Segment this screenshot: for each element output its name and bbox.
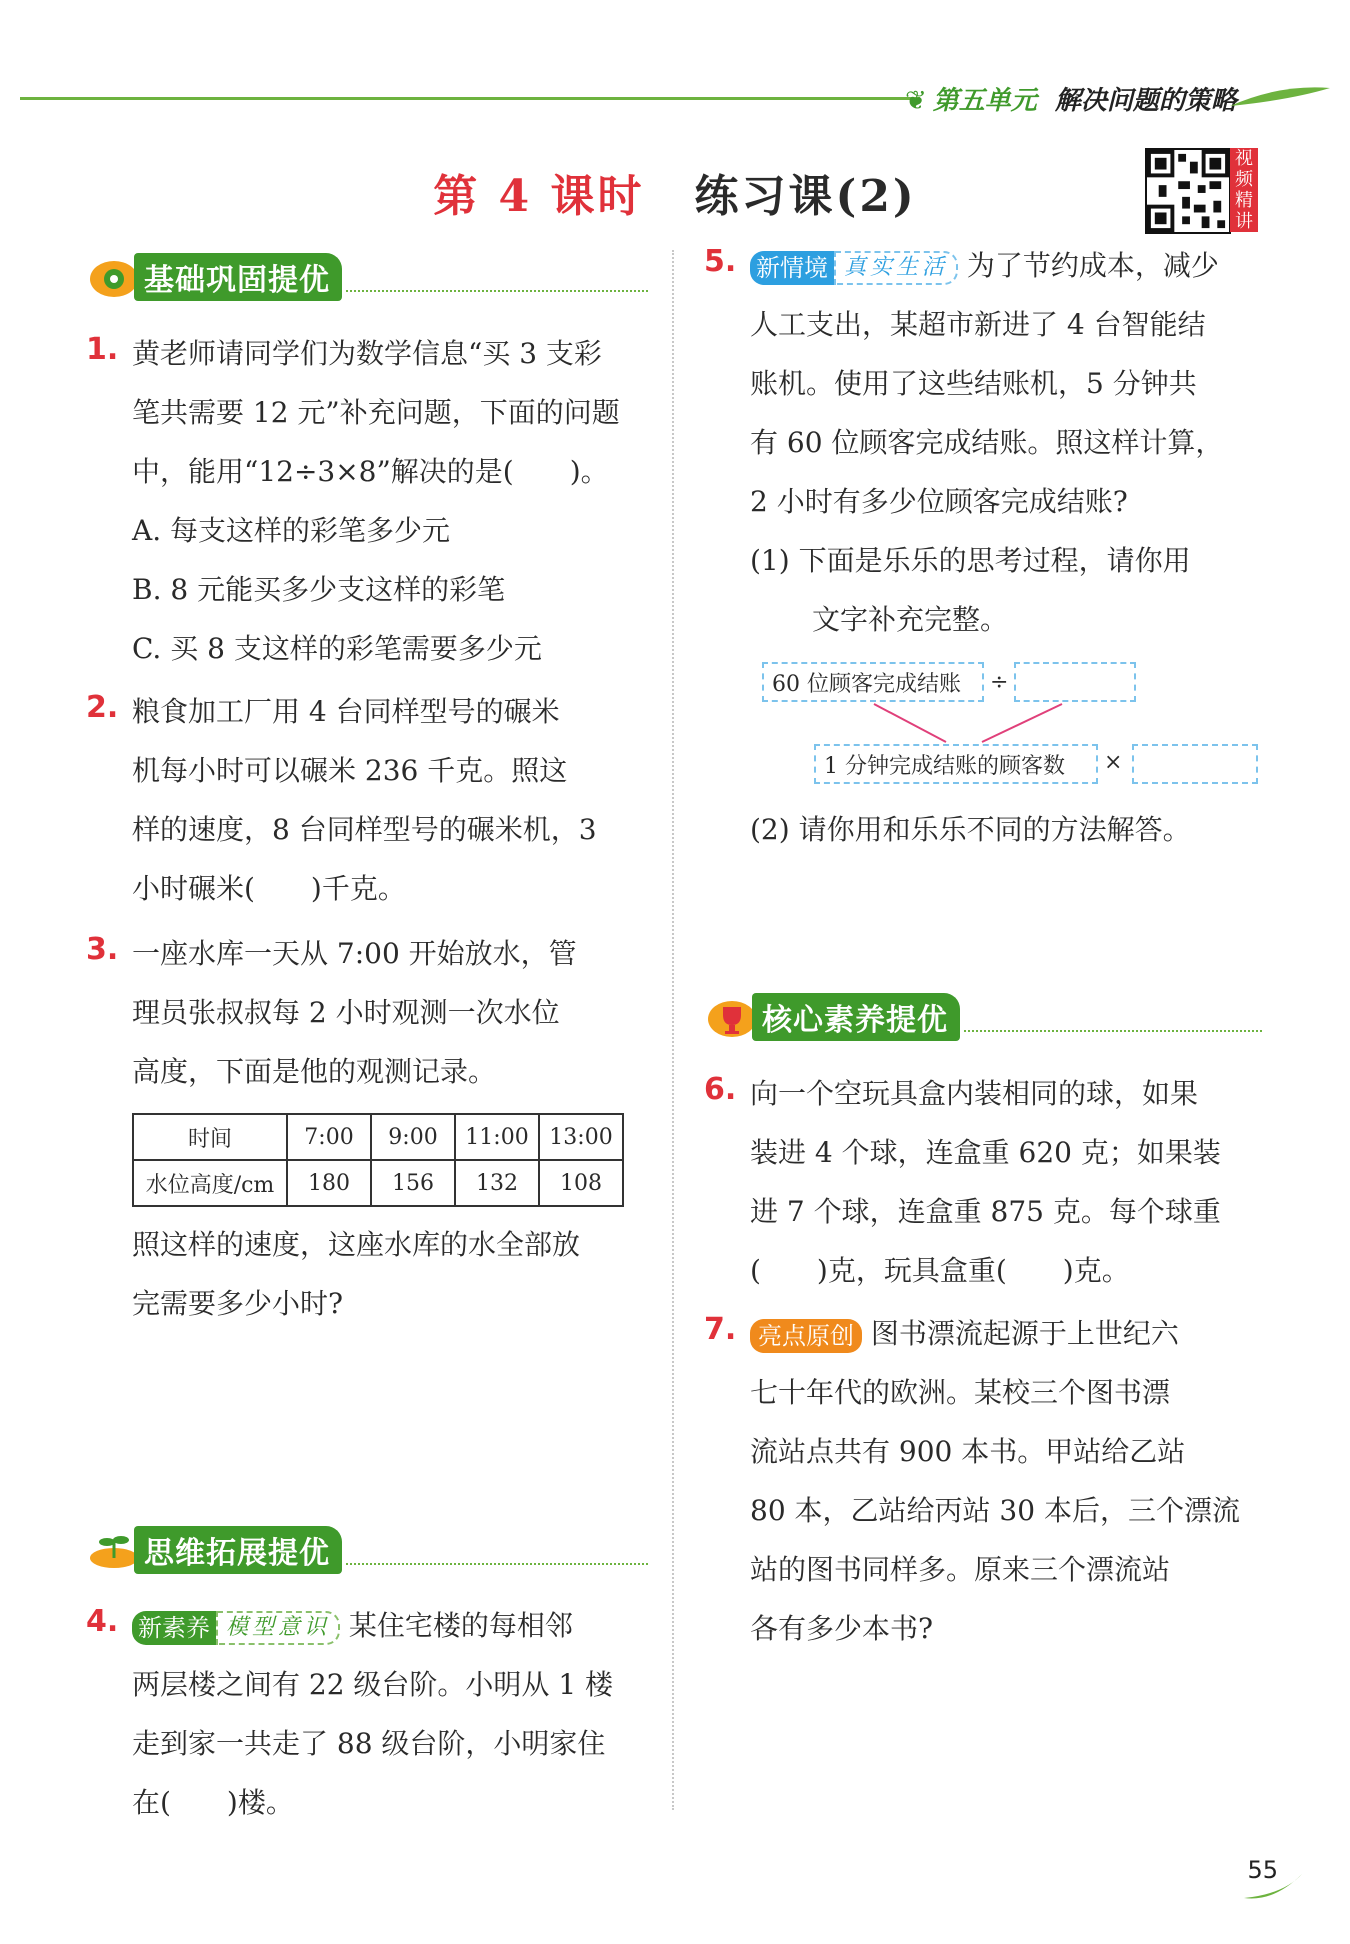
table-cell: 9:00: [371, 1114, 455, 1160]
question-line: 粮食加工厂用 4 台同样型号的碾米: [132, 695, 560, 728]
question-6: [704, 1064, 1274, 1300]
option-b[interactable]: B. 8 元能买多少支这样的彩笔: [132, 573, 506, 606]
question-line-text: 为了节约成本，减少: [966, 249, 1219, 282]
table-cell: 13:00: [539, 1114, 623, 1160]
section-thinking-banner: [88, 1528, 648, 1572]
table-cell: 108: [539, 1160, 623, 1206]
question-line: 进 7 个球，连盒重 875 克。每个球重: [750, 1195, 1221, 1228]
table-cell: 132: [455, 1160, 539, 1206]
question-number: 6.: [704, 1072, 737, 1107]
section-core-banner: [706, 995, 1262, 1039]
section-basic-title: 基础巩固提优: [134, 253, 342, 301]
section-core-title: 核心素养提优: [752, 993, 960, 1041]
option-c[interactable]: C. 买 8 支这样的彩笔需要多少元: [132, 632, 542, 665]
question-line: 各有多少本书?: [750, 1612, 934, 1645]
unit-label: 第五单元: [932, 86, 1037, 116]
multiply-sign: ×: [1104, 750, 1123, 775]
question-line: 中，能用“12÷3×8”解决的是( )。: [132, 455, 609, 488]
question-1: [86, 324, 646, 678]
thinking-diagram: [762, 662, 1282, 792]
question-line: 流站点共有 900 本书。甲站给乙站: [750, 1435, 1186, 1468]
question-line: 样的速度，8 台同样型号的碾米机，3: [132, 813, 597, 846]
header-rule: [20, 97, 920, 100]
unit-topic: 解决问题的策略: [1054, 86, 1237, 116]
question-line: 七十年代的欧洲。某校三个图书漂: [750, 1376, 1171, 1409]
answer-box-1[interactable]: [1014, 662, 1136, 702]
question-line: 高度，下面是他的观测记录。: [132, 1055, 497, 1088]
question-line-text: 某住宅楼的每相邻: [348, 1609, 573, 1642]
question-line: 笔共需要 12 元”补充问题，下面的问题: [132, 396, 620, 429]
question-3: [86, 924, 646, 1333]
leaf-swoosh-icon: [1230, 84, 1330, 114]
divide-sign: ÷: [990, 670, 1009, 695]
diagram-box-known: 60 位顾客完成结账: [762, 662, 984, 702]
gear-badge-icon: [88, 255, 140, 299]
water-level-table: [132, 1113, 624, 1207]
question-line: [750, 236, 1274, 295]
table-cell: 11:00: [455, 1114, 539, 1160]
question-line: 80 本，乙站给丙站 30 本后，三个漂流: [750, 1494, 1240, 1527]
new-literacy-tag: 新素养: [132, 1611, 216, 1645]
column-divider: [672, 250, 674, 1810]
question-7: [704, 1304, 1274, 1658]
sub-question-1-cont: 文字补充完整。: [812, 603, 1009, 636]
question-line: 站的图书同样多。原来三个漂流站: [750, 1553, 1171, 1586]
section-basic-banner: [88, 255, 648, 299]
section-core-rule: [964, 1002, 1262, 1032]
sprout-badge-icon: [88, 1528, 140, 1572]
section-thinking-title: 思维拓展提优: [134, 1526, 342, 1574]
leaf-bullet-icon: ❦: [905, 86, 927, 116]
section-basic-rule: [346, 262, 648, 292]
table-row: [133, 1160, 623, 1206]
question-line: 机每小时可以碾米 236 千克。照这: [132, 754, 568, 787]
diagram-box-per-minute: 1 分钟完成结账的顾客数: [814, 744, 1098, 784]
table-cell: 7:00: [287, 1114, 371, 1160]
leaf-swoosh-icon: [1244, 1872, 1304, 1902]
question-line: [132, 1596, 646, 1655]
answer-box-2[interactable]: [1132, 744, 1258, 784]
sub-question-2: (2) 请你用和乐乐不同的方法解答。: [750, 813, 1191, 846]
option-a[interactable]: A. 每支这样的彩笔多少元: [132, 514, 451, 547]
lesson-name: 练习课(2): [694, 171, 917, 222]
question-line: 有 60 位顾客完成结账。照这样计算，: [750, 426, 1224, 459]
trophy-badge-icon: [706, 995, 758, 1039]
section-thinking-rule: [346, 1535, 648, 1565]
qr-code-icon[interactable]: [1145, 148, 1231, 234]
new-scenario-tag: 新情境: [750, 251, 834, 285]
question-4: [86, 1596, 646, 1832]
table-cell: 时间: [133, 1114, 287, 1160]
question-5: [704, 236, 1274, 649]
table-header-row: [133, 1114, 623, 1160]
question-line: 黄老师请同学们为数学信息“买 3 支彩: [132, 337, 602, 370]
table-cell: 水位高度/cm: [133, 1160, 287, 1206]
video-tag: [1230, 148, 1258, 232]
question-line: 装进 4 个球，连盒重 620 克；如果装: [750, 1136, 1221, 1169]
connector-lines: [762, 702, 1142, 744]
question-number: 4.: [86, 1604, 119, 1639]
sub-question-1: (1) 下面是乐乐的思考过程，请你用: [750, 544, 1191, 577]
running-header: [905, 80, 1237, 117]
question-line: 照这样的速度，这座水库的水全部放: [132, 1228, 581, 1261]
question-number: 3.: [86, 932, 119, 967]
page-number: 55: [1247, 1856, 1278, 1884]
question-line: 人工支出，某超市新进了 4 台智能结: [750, 308, 1206, 341]
table-cell: 156: [371, 1160, 455, 1206]
question-line: 2 小时有多少位顾客完成结账?: [750, 485, 1128, 518]
original-highlight-tag: 亮点原创: [750, 1319, 862, 1353]
question-number: 5.: [704, 244, 737, 279]
question-2: [86, 682, 646, 918]
model-awareness-tag: 模型意识: [216, 1611, 340, 1645]
question-line: 走到家一共走了 88 级台阶，小明家住: [132, 1727, 606, 1760]
question-line: 理员张叔叔每 2 小时观测一次水位: [132, 996, 560, 1029]
real-life-tag: 真实生活: [834, 251, 958, 285]
question-line: 完需要多少小时?: [132, 1287, 344, 1320]
question-line: 在( )楼。: [132, 1786, 294, 1819]
question-line: 向一个空玩具盒内装相同的球，如果: [750, 1077, 1199, 1110]
question-line: [750, 1304, 1274, 1363]
question-number: 7.: [704, 1312, 737, 1347]
question-line: 小时碾米( )千克。: [132, 872, 406, 905]
video-tag-label: 视频精讲: [1235, 148, 1253, 232]
question-line-text: 图书漂流起源于上世纪六: [870, 1317, 1179, 1350]
question-line: ( )克，玩具盒重( )克。: [750, 1254, 1130, 1287]
question-line: 两层楼之间有 22 级台阶。小明从 1 楼: [132, 1668, 614, 1701]
question-number: 1.: [86, 332, 119, 367]
question-line: 一座水库一天从 7:00 开始放水，管: [132, 937, 577, 970]
question-number: 2.: [86, 690, 119, 725]
table-cell: 180: [287, 1160, 371, 1206]
lesson-number: 第 4 课时: [433, 171, 645, 222]
question-line: 账机。使用了这些结账机，5 分钟共: [750, 367, 1197, 400]
